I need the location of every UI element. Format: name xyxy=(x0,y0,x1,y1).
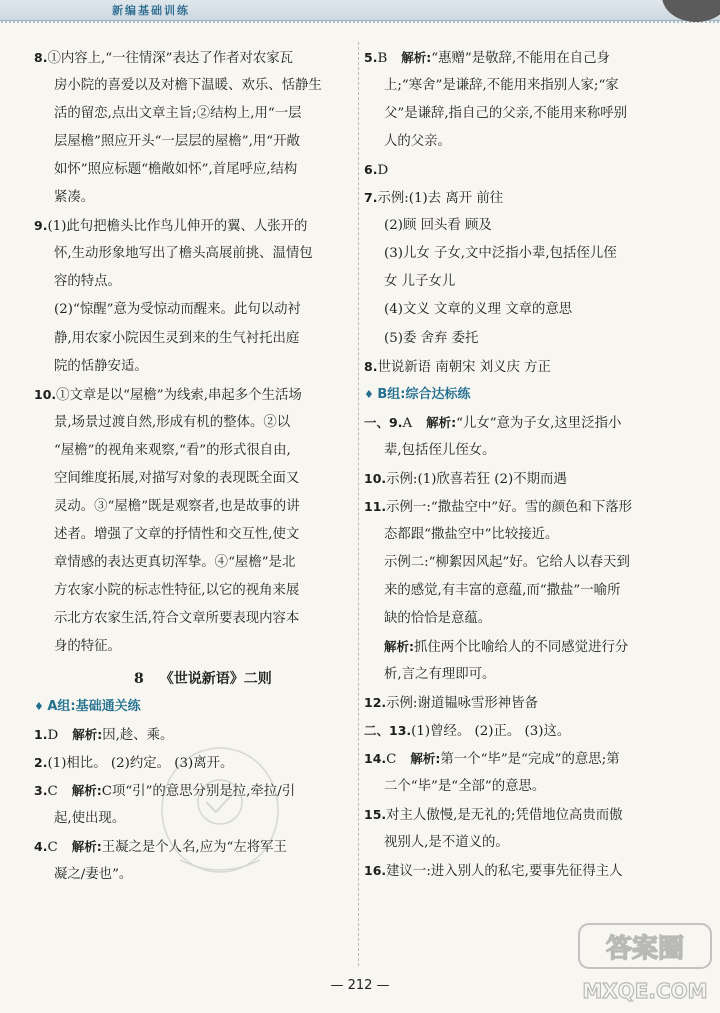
diamond-icon: ♦ xyxy=(34,700,48,714)
question-number: 7. xyxy=(364,190,378,206)
watermark-logo xyxy=(577,920,713,1008)
stamp-sketch-icon xyxy=(150,740,290,890)
answer-text: 章情感的表达更真切浑挚。④“屋檐”是北 xyxy=(54,554,296,570)
answer-line xyxy=(34,212,307,240)
answer-line xyxy=(364,100,627,128)
answer-line xyxy=(34,296,301,324)
answer-text: 房小院的喜爱以及对檐下温暖、欢乐、恬静生 xyxy=(54,78,322,94)
answer-text: 怀,生动形象地写出了檐头高展前挑、温情包 xyxy=(54,246,313,262)
answer-text: 父”是谦辞,指自己的父亲,不能用来称呼别 xyxy=(384,106,627,122)
section-number: 8 xyxy=(134,671,144,688)
answer-text: 静,用农家小院因生灵到来的生气衬托出庭 xyxy=(54,330,300,346)
question-number: 6. xyxy=(364,162,378,178)
question-number: 16. xyxy=(364,863,387,879)
analysis-label: 解析: xyxy=(71,839,102,855)
answer-text: 灵动。③“屋檐”既是观察者,也是故事的讲 xyxy=(54,498,300,514)
answer-text: “儿女”意为子女,这里泛指小 xyxy=(456,415,622,431)
answer-text: 起,使出现。 xyxy=(54,811,126,827)
answer-line xyxy=(34,381,302,409)
answer-text: 示例二:“柳絮因风起”好。它给人以春天到 xyxy=(384,554,630,570)
answer-choice: C xyxy=(386,752,397,768)
question-number: 二、13. xyxy=(364,723,412,739)
answer-line xyxy=(364,437,495,465)
question-number: 10. xyxy=(34,386,57,402)
answer-text: 示北方农家生活,符合文章所要表现内容本 xyxy=(54,611,300,626)
answer-text: 析,言之有理即可。 xyxy=(384,667,496,683)
analysis-label: 解析: xyxy=(384,639,414,655)
answer-line xyxy=(34,493,300,521)
analysis-label: 解析: xyxy=(401,50,432,65)
answer-text: “惠赠”是敬辞,不能用在自己身 xyxy=(431,51,610,66)
question-number: 4. xyxy=(34,839,48,855)
answer-text: (3)儿女 子女,文中泛指小辈,包括侄儿侄 xyxy=(384,246,617,262)
answer-line xyxy=(364,44,610,72)
answer-line xyxy=(34,437,291,465)
answer-line xyxy=(364,717,570,745)
answer-line xyxy=(364,801,623,829)
svg-text:MXQE.COM: MXQE.COM xyxy=(582,979,708,1003)
answer-text: ①内容上,“一往情深”表达了作者对农家瓦 xyxy=(47,51,294,66)
answer-line xyxy=(364,773,545,801)
answer-text: (2)顾 回头看 顾及 xyxy=(384,218,492,234)
answer-text: 述者。增强了文章的抒情性和交互性,使文 xyxy=(54,526,300,542)
answer-choice: C xyxy=(47,840,58,856)
answer-line xyxy=(364,689,538,717)
answer-line xyxy=(34,100,302,128)
group-title: A组:基础通关练 xyxy=(47,699,141,715)
answer-text: (5)委 舍弃 委托 xyxy=(384,330,479,346)
header-dot-border xyxy=(0,20,720,24)
answer-text: ①文章是以“屋檐”为线索,串起多个生活场 xyxy=(56,387,302,403)
answer-text: 王凝之是个人名,应为“左将军王 xyxy=(101,840,287,856)
answer-line xyxy=(34,805,125,833)
answer-text: 视别人,是不道义的。 xyxy=(384,835,509,851)
answer-choice: C xyxy=(47,784,58,800)
answer-text: 示例:(1)去 离开 前往 xyxy=(377,191,504,207)
answer-line xyxy=(364,409,621,437)
answer-line xyxy=(364,325,478,353)
answer-line xyxy=(364,493,632,521)
answer-text: 世说新语 南朝宋 刘义庆 方正 xyxy=(377,359,551,375)
question-number: 5. xyxy=(364,50,378,65)
answer-text: (2)“惊醒”意为受惊动而醒来。此句以动衬 xyxy=(54,302,301,318)
question-number: 一、9. xyxy=(364,414,403,430)
answer-text: (1)此句把檐头比作鸟儿伸开的翼、人张开的 xyxy=(47,219,308,235)
answer-text: 院的恬静安适。 xyxy=(54,358,148,374)
answer-text: 人的父亲。 xyxy=(384,134,451,150)
answer-text: 示例一:“撒盐空中”好。雪的颜色和下落形 xyxy=(386,499,632,515)
question-number: 8. xyxy=(364,358,378,374)
answer-choice: D xyxy=(47,728,59,744)
answer-line xyxy=(364,72,619,100)
answer-line xyxy=(34,72,322,100)
answer-line xyxy=(364,521,558,549)
answer-text: 二个“毕”是“全部”的意思。 xyxy=(384,779,546,795)
answer-line xyxy=(364,268,455,296)
question-number: 2. xyxy=(34,755,48,771)
answer-text: 身的特征。 xyxy=(54,639,121,655)
answer-text: 活的留恋,点出文章主旨;②结构上,用“一层 xyxy=(54,106,302,122)
answer-line xyxy=(364,128,451,156)
group-heading xyxy=(364,381,470,409)
answer-text: 示例:谢道韫咏雪形神皆备 xyxy=(386,696,538,712)
answer-line xyxy=(364,549,630,577)
answer-text: 凝之/妻也”。 xyxy=(54,867,133,883)
analysis-label: 解析: xyxy=(71,783,102,799)
question-number: 1. xyxy=(34,727,48,743)
answer-line xyxy=(34,325,299,353)
answer-line xyxy=(34,549,295,577)
answer-line xyxy=(34,861,132,889)
answer-line xyxy=(364,240,617,268)
analysis-label: 解析: xyxy=(72,727,103,743)
answer-text: 抓住两个比喻给人的不同感觉进行分 xyxy=(414,640,629,656)
answer-text: 女 儿子女儿 xyxy=(384,274,456,290)
page-number: — 212 — xyxy=(330,978,390,993)
diamond-icon: ♦ xyxy=(364,387,378,401)
question-number: 12. xyxy=(364,695,387,711)
answer-text: 如怀”照应标题“檐敞如怀”,首尾呼应,结构 xyxy=(54,162,298,178)
answer-line xyxy=(364,212,492,240)
question-number: 3. xyxy=(34,783,48,799)
answer-line xyxy=(34,184,94,212)
group-heading xyxy=(34,693,141,721)
answer-text: 缺的恰恰是意蕴。 xyxy=(384,611,492,626)
question-number: 9. xyxy=(34,218,48,234)
analysis-label: 解析: xyxy=(426,414,457,430)
answer-line xyxy=(364,633,628,661)
question-number: 11. xyxy=(364,498,387,514)
answer-line xyxy=(34,605,299,633)
answer-text: 景,场景过渡自然,形成有机的整体。②以 xyxy=(54,414,291,430)
answer-text: C项“引”的意思分别是拉,牵拉/引 xyxy=(101,784,296,800)
answer-line xyxy=(34,577,299,605)
answer-line xyxy=(364,857,623,885)
answer-choice: A xyxy=(402,415,413,431)
answer-text: 来的感觉,有丰富的意蕴,而“撒盐”一喻所 xyxy=(384,582,621,598)
question-number: 14. xyxy=(364,751,387,767)
answer-text: 建议一:进入别人的私宅,要事先征得主人 xyxy=(386,864,623,880)
answer-text: 上;“寒舍”是谦辞,不能用来指别人家;“家 xyxy=(384,78,619,94)
question-number: 8. xyxy=(34,50,48,65)
book-series-title: 新编基础训练 xyxy=(112,4,190,17)
answer-line xyxy=(34,268,121,296)
answer-text: 第一个“毕”是“完成”的意思;第 xyxy=(440,752,620,768)
answer-line xyxy=(34,44,293,72)
column-divider xyxy=(358,42,359,966)
answer-text: “屋檐”的视角来观察,“看”的形式很自由, xyxy=(54,442,291,458)
answer-line xyxy=(34,128,300,156)
answer-line xyxy=(34,633,121,661)
section-heading: 《世说新语》二则 xyxy=(159,671,272,688)
answer-line xyxy=(34,465,299,493)
answer-line xyxy=(364,605,491,633)
analysis-label: 解析: xyxy=(410,751,441,767)
group-title: B组:综合达标练 xyxy=(377,386,471,402)
answer-line xyxy=(364,184,503,212)
answer-line xyxy=(364,465,567,493)
answer-line xyxy=(364,296,572,324)
answer-text: 容的特点。 xyxy=(54,274,121,290)
answer-text: 因,趁、乘。 xyxy=(102,728,174,744)
answer-text: (1)相比。 (2)约定。 (3)离开。 xyxy=(47,756,234,772)
answer-text: (4)文义 文章的义理 文章的意思 xyxy=(384,302,573,318)
answer-text: 紧凑。 xyxy=(54,190,95,206)
answer-line xyxy=(34,156,297,184)
answer-text: (1)曾经。 (2)正。 (3)这。 xyxy=(411,724,571,740)
svg-text:答案圈: 答案圈 xyxy=(605,934,685,964)
answer-line xyxy=(364,353,551,381)
answer-text: 对主人傲慢,是无礼的;凭借地位高贵而傲 xyxy=(386,808,623,824)
question-number: 10. xyxy=(364,470,387,486)
answer-line xyxy=(364,745,620,773)
answer-text: 空间维度拓展,对描写对象的表现既全面又 xyxy=(54,470,300,486)
answer-line xyxy=(364,829,509,857)
answer-line xyxy=(34,240,313,268)
answer-text: 示例:(1)欣喜若狂 (2)不期而遇 xyxy=(386,471,567,487)
answer-line xyxy=(364,661,495,689)
answer-line xyxy=(34,521,299,549)
answer-choice: B xyxy=(377,51,388,66)
page-header xyxy=(0,0,720,21)
answer-line xyxy=(364,156,388,184)
answer-line xyxy=(34,409,290,437)
question-number: 15. xyxy=(364,807,387,823)
answer-line xyxy=(34,353,148,381)
answer-text: 态都跟“撒盐空中”比较接近。 xyxy=(384,526,559,542)
answer-text: 层屋檐”照应开头“一层层的屋檐”,用“开敞 xyxy=(54,134,300,150)
answer-line xyxy=(364,577,620,605)
section-title xyxy=(134,665,272,693)
answer-text: D xyxy=(377,163,389,179)
answer-text: 辈,包括侄儿侄女。 xyxy=(384,442,496,458)
answer-text: 方农家小院的标志性特征,以它的视角来展 xyxy=(54,582,300,598)
